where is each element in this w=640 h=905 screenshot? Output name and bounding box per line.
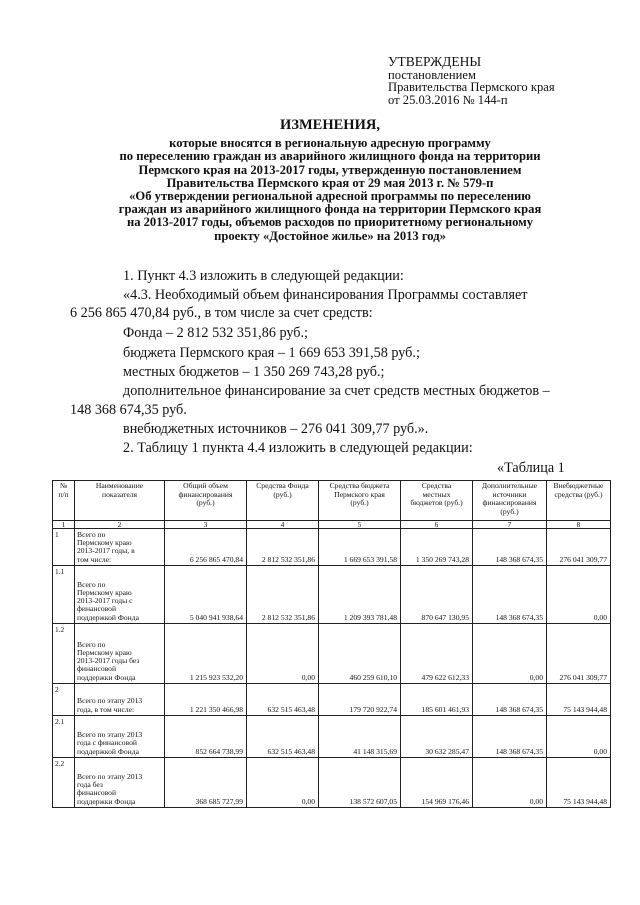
amount-cell: 2 812 532 351,86 bbox=[247, 566, 319, 624]
column-number: 2 bbox=[75, 521, 165, 529]
row-number: 2.1 bbox=[53, 716, 75, 758]
indicator-name-line: Пермскому краю bbox=[77, 587, 132, 597]
header-fund: Средства Фонда (руб.) bbox=[247, 481, 319, 521]
table-row bbox=[53, 758, 611, 808]
financing-table bbox=[52, 480, 611, 808]
amount-cell: 632 515 463,48 bbox=[247, 716, 319, 758]
amount-cell: 0,00 bbox=[473, 624, 547, 684]
amount-cell: 148 368 674,35 bbox=[473, 716, 547, 758]
table-header-row bbox=[53, 481, 611, 521]
indicator-name-line: Всего по bbox=[77, 639, 106, 649]
paragraph-fund: Фонда – 2 812 532 351,86 руб.; bbox=[123, 325, 308, 341]
column-number: 7 bbox=[473, 521, 547, 529]
indicator-name-line: финансовой bbox=[77, 664, 117, 674]
indicator-name bbox=[75, 566, 165, 624]
table-row bbox=[53, 716, 611, 758]
table-row bbox=[53, 624, 611, 684]
title-line: Правительства Пермского края от 29 мая 2013 г. № 579-п bbox=[166, 175, 494, 190]
table-row bbox=[53, 566, 611, 624]
amount-cell: 1 221 350 466,98 bbox=[165, 684, 247, 716]
indicator-name bbox=[75, 529, 165, 566]
indicator-name-line: Всего по этапу 2013 bbox=[77, 696, 143, 706]
column-number: 5 bbox=[319, 521, 401, 529]
amount-cell: 75 143 944,48 bbox=[547, 684, 611, 716]
amount-cell: 870 647 130,95 bbox=[401, 566, 473, 624]
indicator-name-line: поддержки Фонда bbox=[77, 796, 136, 806]
paragraph-2: 2. Таблицу 1 пункта 4.4 изложить в следующей редакции: bbox=[123, 440, 473, 456]
amount-cell: 138 572 607,05 bbox=[319, 758, 401, 808]
amount-cell: 179 720 922,74 bbox=[319, 684, 401, 716]
paragraph-region-budget: бюджета Пермского края – 1 669 653 391,58 руб.; bbox=[123, 345, 420, 361]
amount-cell: 0,00 bbox=[547, 716, 611, 758]
row-number: 1 bbox=[53, 529, 75, 566]
title-line: «Об утверждении региональной адресной программы по переселению bbox=[129, 189, 531, 204]
amount-cell: 0,00 bbox=[247, 758, 319, 808]
header-indicator: Наименование показателя bbox=[75, 481, 165, 521]
title-line: которые вносятся в региональную адресную программу bbox=[169, 136, 491, 151]
paragraph-extrabudgetary: внебюджетных источников – 276 041 309,77 руб.». bbox=[123, 421, 429, 437]
indicator-name-line: Всего по этапу 2013 bbox=[77, 771, 143, 781]
indicator-name-line: финансовой bbox=[77, 604, 117, 614]
amount-cell: 75 143 944,48 bbox=[547, 758, 611, 808]
amount-cell: 1 215 923 532,20 bbox=[165, 624, 247, 684]
document-title bbox=[60, 119, 600, 243]
indicator-name bbox=[75, 624, 165, 684]
indicator-name-line: года без bbox=[77, 780, 103, 790]
amount-cell: 0,00 bbox=[473, 758, 547, 808]
paragraph-additional-line-1: дополнительное финансирование за счет средств местных бюджетов – bbox=[123, 383, 550, 399]
indicator-name-line: Всего по этапу 2013 bbox=[77, 730, 143, 740]
indicator-name-line: поддержкой Фонда bbox=[77, 612, 139, 622]
indicator-name-line: Пермскому краю bbox=[77, 647, 132, 657]
title-line: на 2013-2017 годы, объемов расходов по приоритетному региональному bbox=[126, 215, 534, 230]
indicator-name-line: 2013-2017 годы, в bbox=[77, 546, 135, 556]
indicator-name-line: финансовой bbox=[77, 788, 117, 798]
paragraph-local-budgets: местных бюджетов – 1 350 269 743,28 руб.; bbox=[123, 364, 385, 380]
table-row bbox=[53, 684, 611, 716]
indicator-name bbox=[75, 758, 165, 808]
amount-cell: 2 812 532 351,86 bbox=[247, 529, 319, 566]
header-region-budget: Средства бюджета Пермского края (руб.) bbox=[319, 481, 401, 521]
paragraph-2-line-2: 6 256 865 470,84 руб., в том числе за счет средств: bbox=[70, 305, 373, 321]
approval-block bbox=[388, 56, 555, 106]
indicator-name-line: года, в том числе: bbox=[77, 704, 135, 714]
header-extrabudgetary: Внебюджетные средства (руб.) bbox=[547, 481, 611, 521]
header-local-budgets: Средства местных бюджетов (руб.) bbox=[401, 481, 473, 521]
indicator-name-line: Пермскому краю bbox=[77, 538, 132, 548]
paragraph-additional-line-2: 148 368 674,35 руб. bbox=[70, 402, 187, 418]
approval-line: Правительства Пермского края bbox=[388, 80, 555, 94]
title-line: Пермского края на 2013-2017 годы, утвержденную постановлением bbox=[138, 162, 522, 177]
amount-cell: 154 969 176,46 bbox=[401, 758, 473, 808]
title-line: проекту «Достойное жилье» на 2013 год» bbox=[214, 228, 446, 243]
amount-cell: 852 664 738,99 bbox=[165, 716, 247, 758]
table-caption: «Таблица 1 bbox=[497, 460, 565, 476]
amount-cell: 5 040 941 938,64 bbox=[165, 566, 247, 624]
amount-cell: 632 515 463,48 bbox=[247, 684, 319, 716]
indicator-name bbox=[75, 716, 165, 758]
header-total: Общий объем финансирования (руб.) bbox=[165, 481, 247, 521]
title-line: граждан из аварийного жилищного фонда на территории Пермского края bbox=[118, 202, 542, 217]
amount-cell: 30 632 285,47 bbox=[401, 716, 473, 758]
amount-cell: 148 368 674,35 bbox=[473, 684, 547, 716]
indicator-name-line: Всего по bbox=[77, 579, 106, 589]
column-number: 8 bbox=[547, 521, 611, 529]
amount-cell: 148 368 674,35 bbox=[473, 566, 547, 624]
amount-cell: 1 669 653 391,58 bbox=[319, 529, 401, 566]
amount-cell: 1 350 269 743,28 bbox=[401, 529, 473, 566]
header-number: № п/п bbox=[53, 481, 75, 521]
row-number: 1.2 bbox=[53, 624, 75, 684]
amount-cell: 276 041 309,77 bbox=[547, 529, 611, 566]
indicator-name-line: 2013-2017 годы без bbox=[77, 656, 140, 666]
amount-cell: 460 259 610,10 bbox=[319, 624, 401, 684]
title-main: ИЗМЕНЕНИЯ, bbox=[280, 117, 380, 133]
amount-cell: 0,00 bbox=[547, 566, 611, 624]
column-number: 1 bbox=[53, 521, 75, 529]
row-number: 2.2 bbox=[53, 758, 75, 808]
column-number: 3 bbox=[165, 521, 247, 529]
column-number: 4 bbox=[247, 521, 319, 529]
approval-line: постановлением bbox=[388, 67, 476, 82]
indicator-name bbox=[75, 684, 165, 716]
column-number: 6 bbox=[401, 521, 473, 529]
paragraph-1: 1. Пункт 4.3 изложить в следующей редакции: bbox=[123, 268, 404, 284]
amount-cell: 368 685 727,99 bbox=[165, 758, 247, 808]
header-additional: Дополнительные источники финансирования (руб.) bbox=[473, 481, 547, 521]
amount-cell: 1 209 393 781,48 bbox=[319, 566, 401, 624]
indicator-name-line: поддержки Фонда bbox=[77, 672, 136, 682]
title-line: по переселению граждан из аварийного жилищного фонда на территории bbox=[119, 149, 541, 164]
amount-cell: 6 256 865 470,84 bbox=[165, 529, 247, 566]
amount-cell: 185 601 461,93 bbox=[401, 684, 473, 716]
indicator-name-line: поддержкой Фонда bbox=[77, 746, 139, 756]
amount-cell: 479 622 612,33 bbox=[401, 624, 473, 684]
row-number: 1.1 bbox=[53, 566, 75, 624]
approval-date: от 25.03.2016 № 144-п bbox=[388, 92, 508, 107]
indicator-name-line: 2013-2017 годы с bbox=[77, 596, 133, 606]
row-number: 2 bbox=[53, 684, 75, 716]
column-number-row bbox=[53, 521, 611, 529]
indicator-name-line: года с финансовой bbox=[77, 738, 137, 748]
indicator-name-line: Всего по bbox=[77, 529, 106, 539]
paragraph-2-line-1: «4.3. Необходимый объем финансирования Программы составляет bbox=[123, 287, 528, 303]
amount-cell: 276 041 309,77 bbox=[547, 624, 611, 684]
indicator-name-line: том числе: bbox=[77, 554, 112, 564]
amount-cell: 41 148 315,69 bbox=[319, 716, 401, 758]
amount-cell: 148 368 674,35 bbox=[473, 529, 547, 566]
table-row bbox=[53, 529, 611, 566]
approval-heading: УТВЕРЖДЕНЫ bbox=[388, 54, 482, 69]
amount-cell: 0,00 bbox=[247, 624, 319, 684]
